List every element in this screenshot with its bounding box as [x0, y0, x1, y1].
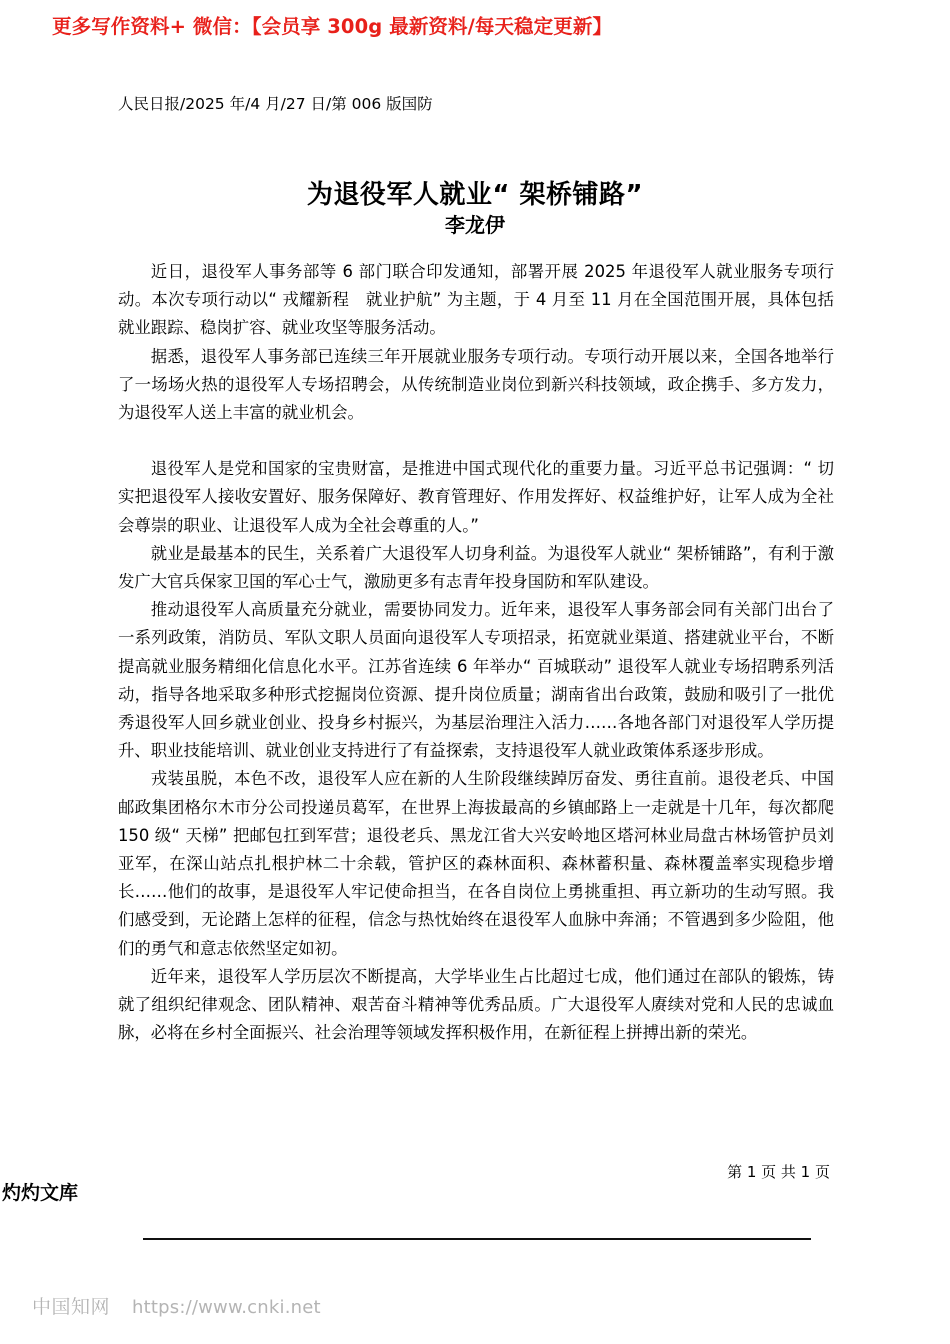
promo-banner-text: 更多写作资料+ 微信：【会员享 300g 最新资料/每天稳定更新】 — [52, 15, 613, 38]
article-author: 李龙伊 — [445, 213, 505, 237]
publication-source-line: 人民日报/2025 年/4 月/27 日/第 006 版国防 — [118, 95, 433, 113]
article-paragraph: 近年来，退役军人学历层次不断提高，大学毕业生占比超过七成，他们通过在部队的锻炼，铸就了组织纪律观念、团队精神、艰苦奋斗精神等优秀品质。广大退役军人赓续对党和人民的忠诚血脉，必将在乡村全面振兴、社会治理等领域发挥积极作用，在新征程上拼搏出新的荣光。 — [118, 966, 834, 1043]
cnki-name-label: 中国知网 — [32, 1296, 111, 1318]
footer-divider — [143, 1238, 811, 1240]
article-title: 为退役军人就业“ 架桥铺路” — [306, 180, 644, 211]
article-paragraph: 就业是最基本的民生，关系着广大退役军人切身利益。为退役军人就业“ 架桥铺路”，有利于激发广大官兵保家卫国的军心士气，激励更多有志青年投身国防和军队建设。 — [118, 543, 834, 592]
article-body — [118, 258, 834, 1047]
article-paragraph: 戎装虽脱，本色不改，退役军人应在新的人生阶段继续踔厉奋发、勇往直前。退役老兵、中国邮政集团格尔木市分公司投递员葛军，在世界上海拔最高的乡镇邮路上一走就是十几年，每次都爬 150 级“ 天梯” 把邮包扛到军营；退役老兵、黑龙江省大兴安岭地区塔河林业局盘古林场管护员刘亚军，在深山站点扎根护林二十余载，管护区的森林面积、森林蓄积量、森林覆盖率实现稳步增长……他们的故事，是退役军人牢记使命担当，在各自岗位上勇挑重担、再立新功的生动写照。我们感受到，无论踏上怎样的征程，信念与热忱始终在退役军人血脉中奔涌；不管遇到多少险阻，他们的勇气和意志依然坚定如初。 — [118, 769, 834, 958]
cnki-url-label: https://www.cnki.net — [132, 1297, 321, 1318]
library-watermark: 灼灼文库 — [2, 1182, 79, 1204]
cnki-watermark — [32, 1292, 321, 1319]
page-number-footer: 第 1 页 共 1 页 — [727, 1163, 830, 1181]
article-paragraph: 据悉，退役军人事务部已连续三年开展就业服务专项行动。专项行动开展以来，全国各地举行了一场场火热的退役军人专场招聘会，从传统制造业岗位到新兴科技领域，政企携手、多方发力，为退役军人送上丰富的就业机会。 — [118, 346, 834, 423]
article-paragraph: 退役军人是党和国家的宝贵财富，是推进中国式现代化的重要力量。习近平总书记强调：“ 切实把退役军人接收安置好、服务保障好、教育管理好、作用发挥好、权益维护好，让军人成为全社会尊崇的职业、让退役军人成为全社会尊重的人。” — [118, 459, 834, 535]
article-paragraph: 推动退役军人高质量充分就业，需要协同发力。近年来，退役军人事务部会同有关部门出台了一系列政策，消防员、军队文职人员面向退役军人专项招录，拓宽就业渠道、搭建就业平台，不断提高就业服务精细化信息化水平。江苏省连续 6 年举办“ 百城联动” 退役军人就业专场招聘系列活动，指导各地采取多种形式挖掘岗位资源、提升岗位质量；湖南省出台政策，鼓励和吸引了一批优秀退役军人回乡就业创业、投身乡村振兴，为基层治理注入活力……各地各部门对退役军人学历提升、职业技能培训、就业创业支持进行了有益探索，支持退役军人就业政策体系逐步形成。 — [118, 600, 834, 761]
article-paragraph: 近日，退役军人事务部等 6 部门联合印发通知，部署开展 2025 年退役军人就业服务专项行动。本次专项行动以“ 戎耀新程 就业护航” 为主题，于 4 月至 11 月在全国范围开展，具体包括就业跟踪、稳岗扩容、就业攻坚等服务活动。 — [118, 262, 834, 338]
